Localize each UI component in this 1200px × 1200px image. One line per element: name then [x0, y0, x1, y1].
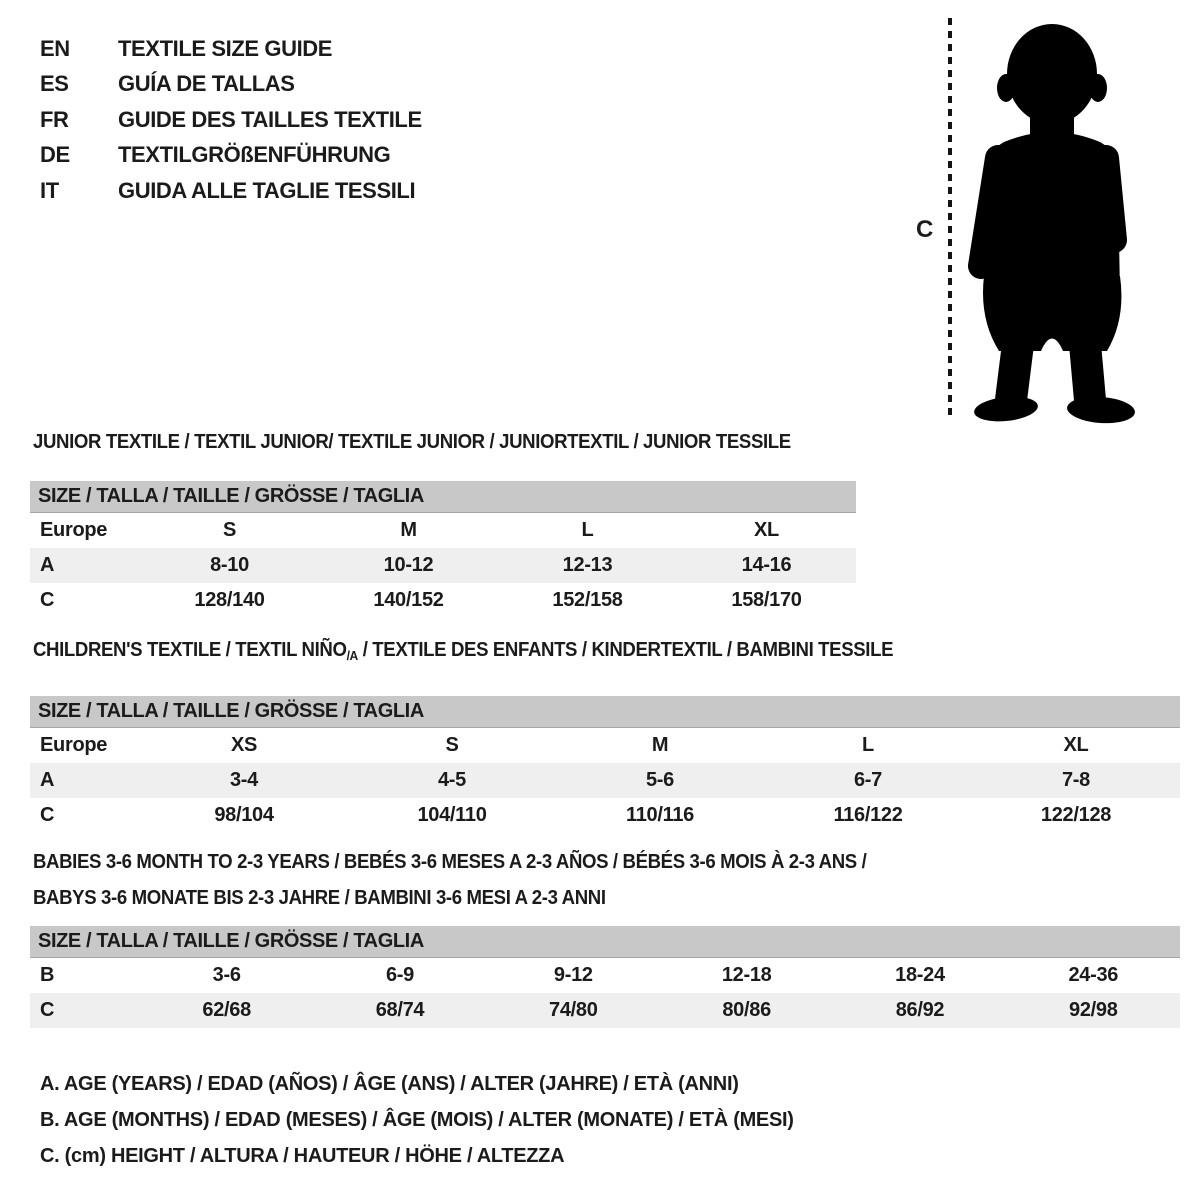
- size-value: L: [581, 519, 594, 541]
- guide-title-it: GUIDA ALLE TAGLIE TESSILI: [118, 177, 416, 203]
- age-value: 10-12: [383, 554, 434, 576]
- age-value: 24-36: [1068, 964, 1119, 986]
- age-value: 14-16: [741, 554, 792, 576]
- children-section-title: [33, 638, 1100, 668]
- table-row-europe: [30, 728, 1180, 763]
- legend-line-b: B. AGE (MONTHS) / EDAD (MESES) / ÂGE (MOIS) / ALTER (MONATE) / ETÀ (MESI): [40, 1109, 794, 1131]
- height-value: 122/128: [1040, 804, 1112, 826]
- height-value: 104/110: [417, 804, 487, 826]
- table-row-age-years: [30, 548, 856, 583]
- babies-section-title-line2: BABYS 3-6 MONATE BIS 2-3 JAHRE / BAMBINI 3-6 MESI A 2-3 ANNI: [33, 887, 606, 909]
- language-row-en: [40, 31, 422, 67]
- row-label: B: [40, 964, 55, 986]
- legend-line-a: A. AGE (YEARS) / EDAD (AÑOS) / ÂGE (ANS) / ALTER (JAHRE) / ETÀ (ANNI): [40, 1073, 739, 1095]
- row-label: A: [40, 554, 55, 576]
- row-label: Europe: [40, 734, 108, 756]
- children-title-sub: /A: [346, 648, 358, 663]
- height-value: 128/140: [194, 589, 265, 611]
- babies-section: [30, 844, 1180, 1028]
- table-row-europe: [30, 513, 856, 548]
- height-value: 152/158: [552, 589, 623, 611]
- babies-section-title-line1: BABIES 3-6 MONTH TO 2-3 YEARS / BEBÉS 3-6 MESES A 2-3 AÑOS / BÉBÉS 3-6 MOIS À 2-3 ANS /: [33, 851, 867, 873]
- language-code: ES: [40, 71, 69, 97]
- height-measure-dashed-line: [948, 18, 952, 416]
- height-value: 110/116: [626, 804, 694, 826]
- language-title-list: [40, 31, 422, 209]
- legend-line-c: C. (cm) HEIGHT / ALTURA / HAUTEUR / HÖHE / ALTEZZA: [40, 1145, 565, 1167]
- age-value: 18-24: [895, 964, 945, 986]
- language-row-de: [40, 138, 422, 174]
- age-value: 8-10: [210, 554, 249, 576]
- junior-section: [30, 430, 856, 618]
- table-row-height-cm: [30, 798, 1180, 833]
- language-code: FR: [40, 106, 69, 132]
- height-value: 74/80: [549, 999, 598, 1021]
- guide-title-en: TEXTILE SIZE GUIDE: [118, 35, 333, 61]
- language-row-it: [40, 173, 422, 209]
- size-value: M: [400, 519, 417, 541]
- age-value: 4-5: [437, 769, 466, 791]
- height-value: 98/104: [214, 804, 274, 826]
- age-value: 9-12: [553, 964, 593, 986]
- children-size-header: SIZE / TALLA / TAILLE / GRÖSSE / TAGLIA: [30, 696, 1180, 728]
- size-value: S: [222, 519, 237, 541]
- row-label: C: [40, 589, 55, 611]
- age-value: 6-9: [385, 964, 414, 986]
- age-value: 12-18: [721, 964, 772, 986]
- babies-size-table: [30, 958, 1180, 1028]
- age-value: 5-6: [645, 769, 674, 791]
- height-value: 158/170: [731, 589, 802, 611]
- language-row-fr: [40, 102, 422, 138]
- row-label: Europe: [40, 519, 108, 541]
- measure-legend: [40, 1066, 794, 1174]
- table-row-height-cm: [30, 583, 856, 618]
- table-row-age-months: [30, 958, 1180, 993]
- children-title-rest: / TEXTILE DES ENFANTS / KINDERTEXTIL / BAMBINI TESSILE: [357, 639, 894, 661]
- height-value: 86/92: [895, 999, 945, 1021]
- junior-section-title: JUNIOR TEXTILE / TEXTIL JUNIOR/ TEXTILE JUNIOR / JUNIORTEXTIL / JUNIOR TESSILE: [33, 431, 791, 453]
- row-label: C: [40, 999, 55, 1021]
- age-value: 3-4: [229, 769, 258, 791]
- language-code: DE: [40, 142, 70, 168]
- age-value: 7-8: [1061, 769, 1090, 791]
- row-label: A: [40, 769, 55, 791]
- guide-title-fr: GUIDE DES TAILLES TEXTILE: [118, 106, 422, 132]
- language-code: EN: [40, 35, 70, 61]
- size-value: XL: [754, 519, 779, 541]
- junior-size-table: [30, 513, 856, 618]
- height-value: 116/122: [833, 804, 903, 826]
- row-label: C: [40, 804, 55, 826]
- size-value: XL: [1063, 734, 1089, 756]
- height-value: 92/98: [1069, 999, 1118, 1021]
- table-row-height-cm: [30, 993, 1180, 1028]
- height-measure-label: C: [916, 216, 934, 243]
- language-row-es: [40, 67, 422, 103]
- size-value: M: [651, 734, 669, 756]
- babies-size-header: SIZE / TALLA / TAILLE / GRÖSSE / TAGLIA: [30, 926, 1180, 958]
- age-value: 6-7: [853, 769, 882, 791]
- language-code: IT: [40, 177, 59, 203]
- age-value: 12-13: [562, 554, 613, 576]
- junior-size-header: SIZE / TALLA / TAILLE / GRÖSSE / TAGLIA: [30, 481, 856, 513]
- guide-title-de: TEXTILGRÖßENFÜHRUNG: [118, 142, 391, 168]
- children-section: [30, 638, 1180, 833]
- height-value: 140/152: [373, 589, 444, 611]
- age-value: 3-6: [212, 964, 241, 986]
- height-value: 80/86: [722, 999, 771, 1021]
- children-title-main: CHILDREN'S TEXTILE / TEXTIL NIÑO: [33, 639, 347, 661]
- size-value: S: [445, 734, 459, 756]
- guide-title-es: GUÍA DE TALLAS: [118, 71, 295, 97]
- toddler-silhouette: [966, 14, 1138, 424]
- height-value: 62/68: [202, 999, 251, 1021]
- size-value: XS: [230, 734, 258, 756]
- size-value: L: [862, 734, 874, 756]
- table-row-age-years: [30, 763, 1180, 798]
- children-size-table: [30, 728, 1180, 833]
- height-value: 68/74: [375, 999, 425, 1021]
